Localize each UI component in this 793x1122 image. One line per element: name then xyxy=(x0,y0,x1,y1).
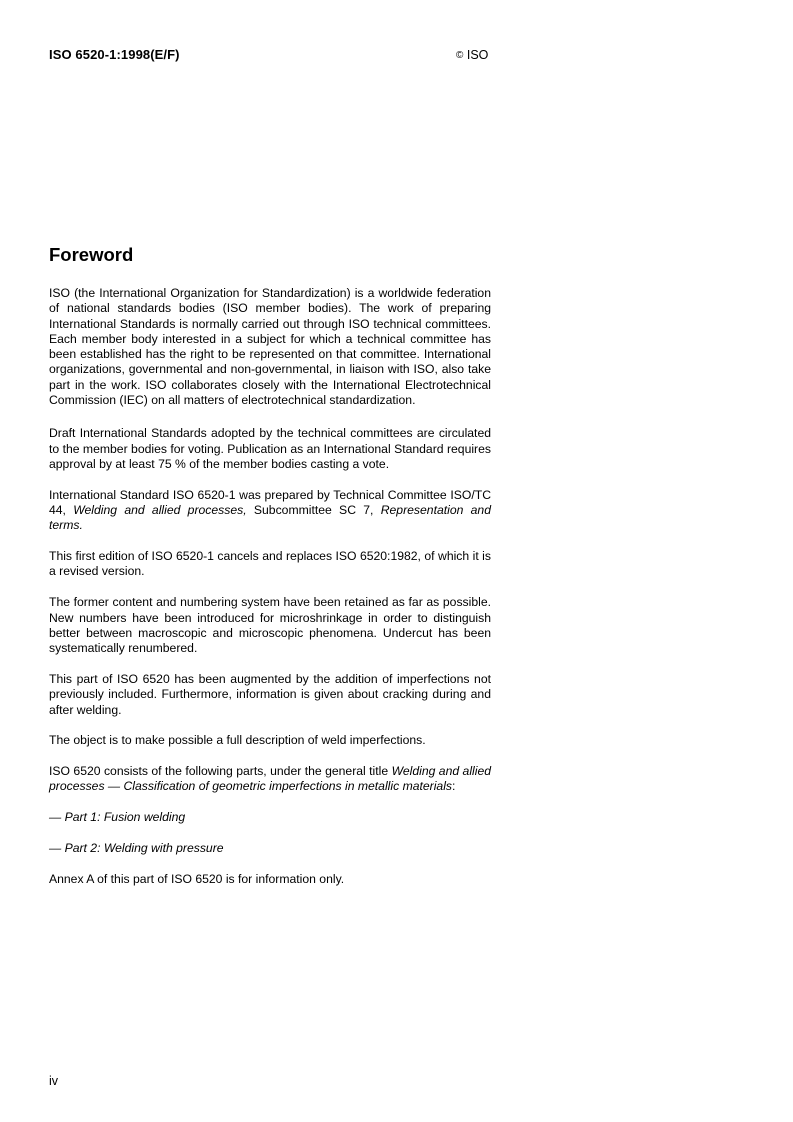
page-number: iv xyxy=(49,1074,59,1088)
part-2-item: — Part 2: Welding with pressure xyxy=(49,841,224,856)
parts-text-2: : xyxy=(452,779,456,794)
paragraph-preparation xyxy=(49,488,491,534)
page-title: Foreword xyxy=(49,244,134,265)
preparation-text-1: International Standard ISO 6520-1 was prepared by Technical Committee ISO/TC 44, xyxy=(49,487,491,518)
paragraph-iso-overview: ISO (the International Organization for Standardization) is a worldwide federation of national standards bodies (ISO member bodies). The work of preparing International Standards is normally carried out through ISO technical committees. Each member body interested in a subject for which a technical committee has been established has the right to be represented on that committee. International organizations, governmental and non-governmental, in liaison with ISO, also take part in the work. ISO collaborates closely with the International Electrotechnical Commission (IEC) on all matters of electrotechnical standardization. xyxy=(49,286,491,408)
paragraph-object: The object is to make possible a full description of weld imperfections. xyxy=(49,733,426,748)
paragraph-edition: This first edition of ISO 6520-1 cancels and replaces ISO 6520:1982, of which it is a revised version. xyxy=(49,549,491,579)
copyright-symbol: © xyxy=(456,50,464,61)
paragraph-numbering: The former content and numbering system have been retained as far as possible. New numbers have been introduced for microshrinkage in order to distinguish better between macroscopic and microscopic phenomena. Undercut has been systematically renumbered. xyxy=(49,595,491,656)
copyright-notice xyxy=(456,48,488,62)
general-title: Welding and allied processes — Classification of geometric imperfections in metallic materials xyxy=(49,764,492,794)
paragraph-parts xyxy=(49,764,491,795)
paragraph-augmentation: This part of ISO 6520 has been augmented by the addition of imperfections not previously included. Furthermore, information is given about cracking during and after welding. xyxy=(49,671,491,717)
paragraph-annex: Annex A of this part of ISO 6520 is for information only. xyxy=(49,871,345,886)
foreword-body xyxy=(49,286,491,903)
parts-text-1: ISO 6520 consists of the following parts, under the general title xyxy=(49,764,392,779)
committee-title: Welding and allied processes, xyxy=(73,503,247,518)
copyright-holder: ISO xyxy=(466,48,489,62)
paragraph-draft-standards: Draft International Standards adopted by the technical committees are circulated to the member bodies for voting. Publication as an International Standard requires approval by at least 75 % of the member bodies casting a vote. xyxy=(49,426,491,471)
preparation-text-2: Subcommittee SC 7, xyxy=(246,503,381,518)
document-id: ISO 6520-1:1998(E/F) xyxy=(49,47,180,62)
part-1-item: — Part 1: Fusion welding xyxy=(49,810,186,825)
subcommittee-title: Representation and terms. xyxy=(49,503,491,533)
